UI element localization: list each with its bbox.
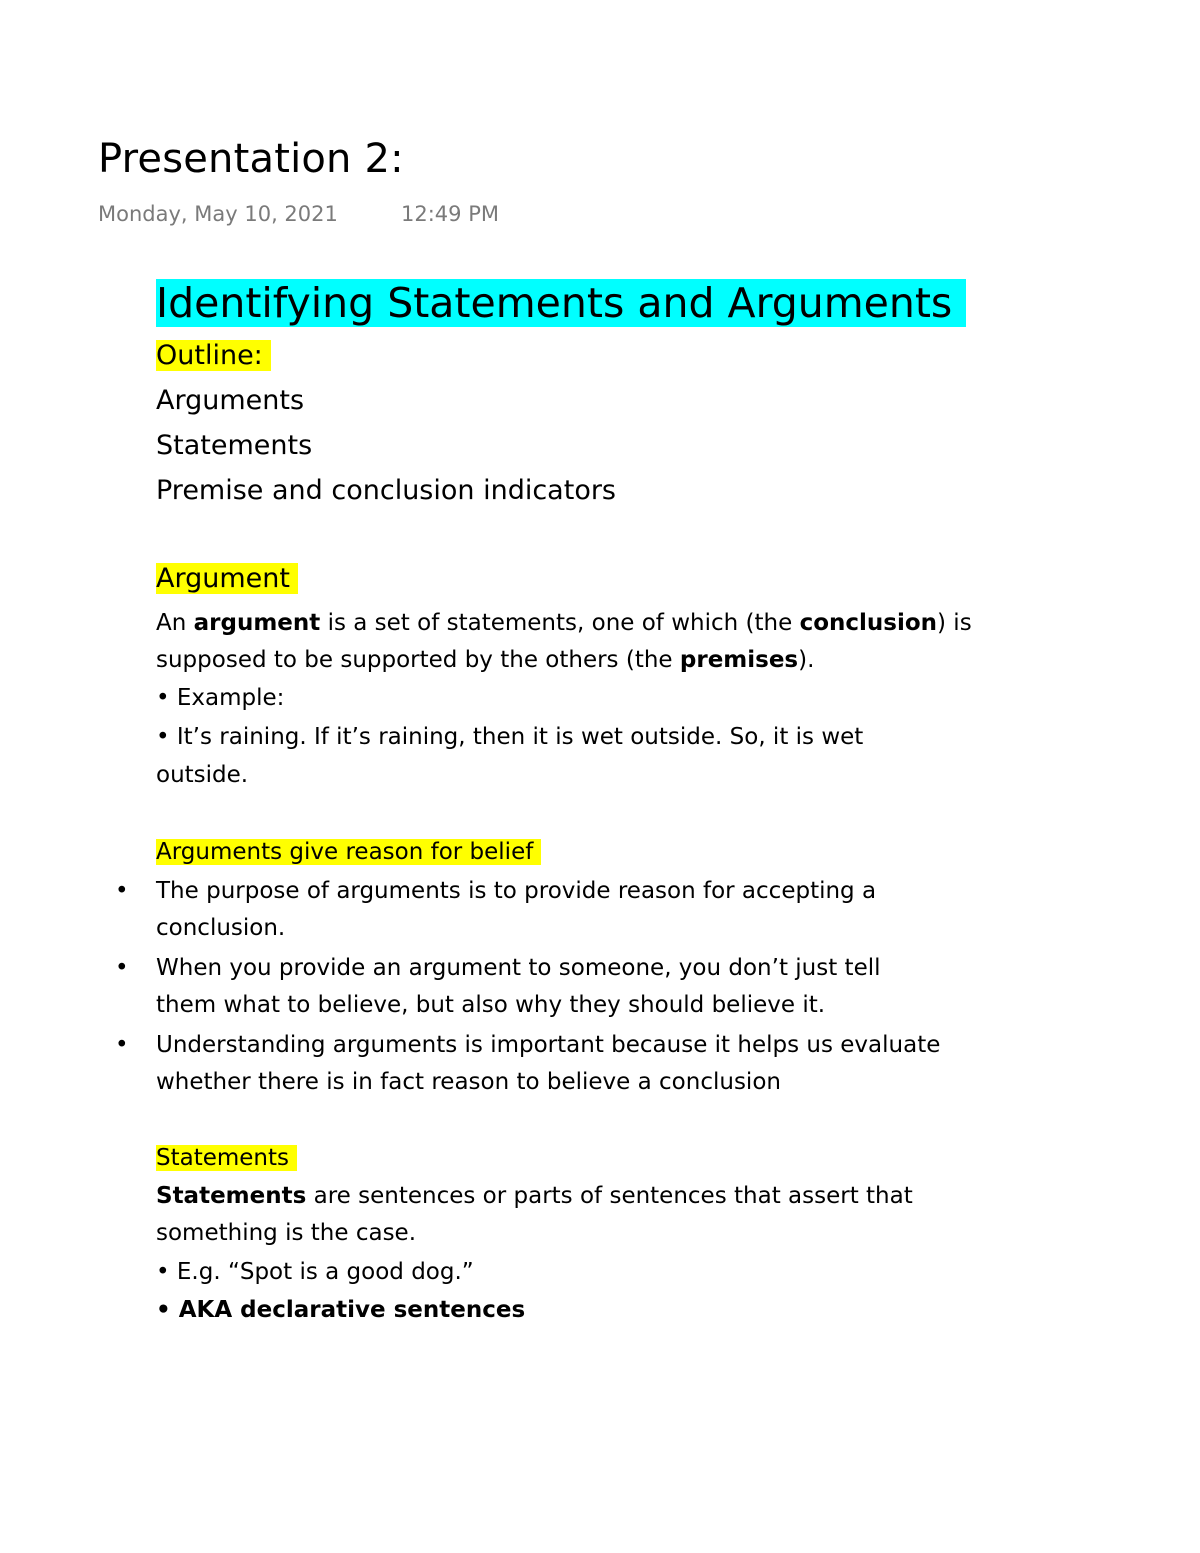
outline-item: Premise and conclusion indicators [156,475,617,506]
statements-example: • E.g. “Spot is a good dog.” [156,1259,474,1285]
argument-example-line1: • It’s raining. If it’s raining, then it is wet outside. So, it is wet [156,724,864,750]
bullet-dot: • [115,1032,129,1058]
main-heading: Identifying Statements and Arguments [156,270,966,336]
term-premises: premises [679,647,799,673]
list-item: • The purpose of arguments is to provide reason for accepting a conclusion. [156,873,1056,947]
page-time: 12:49 PM [401,202,499,226]
argument-definition-line2: supposed to be supported by the others (the premises). [156,647,815,673]
list-item: • When you provide an argument to someone, you don’t just tell them what to believe, but also why they should believe it. [156,950,1056,1024]
argument-example-line2: outside. [156,762,249,788]
statements-definition-line1: Statements are sentences or parts of sentences that assert that [156,1183,913,1209]
argument-definition-line1: An argument is a set of statements, one of which (the conclusion) is [156,610,972,636]
statements-definition-line2: something is the case. [156,1220,417,1246]
page-title: Presentation 2: [98,136,404,182]
reason-bullet-list [115,873,1056,1101]
term-conclusion: conclusion [799,610,938,636]
bullet-dot: • [115,955,129,981]
term-statements: Statements [156,1183,307,1209]
argument-example-label: • Example: [156,685,285,711]
term-argument: argument [193,610,321,636]
bullet-dot: • [115,878,129,904]
argument-heading: Argument [156,560,298,598]
statements-aka: • AKA declarative sentences [156,1297,526,1323]
outline-label: Outline: [156,337,271,375]
statements-heading: Statements [156,1140,297,1177]
outline-item: Arguments [156,385,305,416]
outline-item: Statements [156,430,313,461]
list-item: • Understanding arguments is important because it helps us evaluate whether there is in fact reason to believe a conclusion [156,1027,1056,1101]
page-meta [98,200,499,228]
page-date: Monday, May 10, 2021 [98,202,338,226]
reason-heading: Arguments give reason for belief [156,834,541,871]
